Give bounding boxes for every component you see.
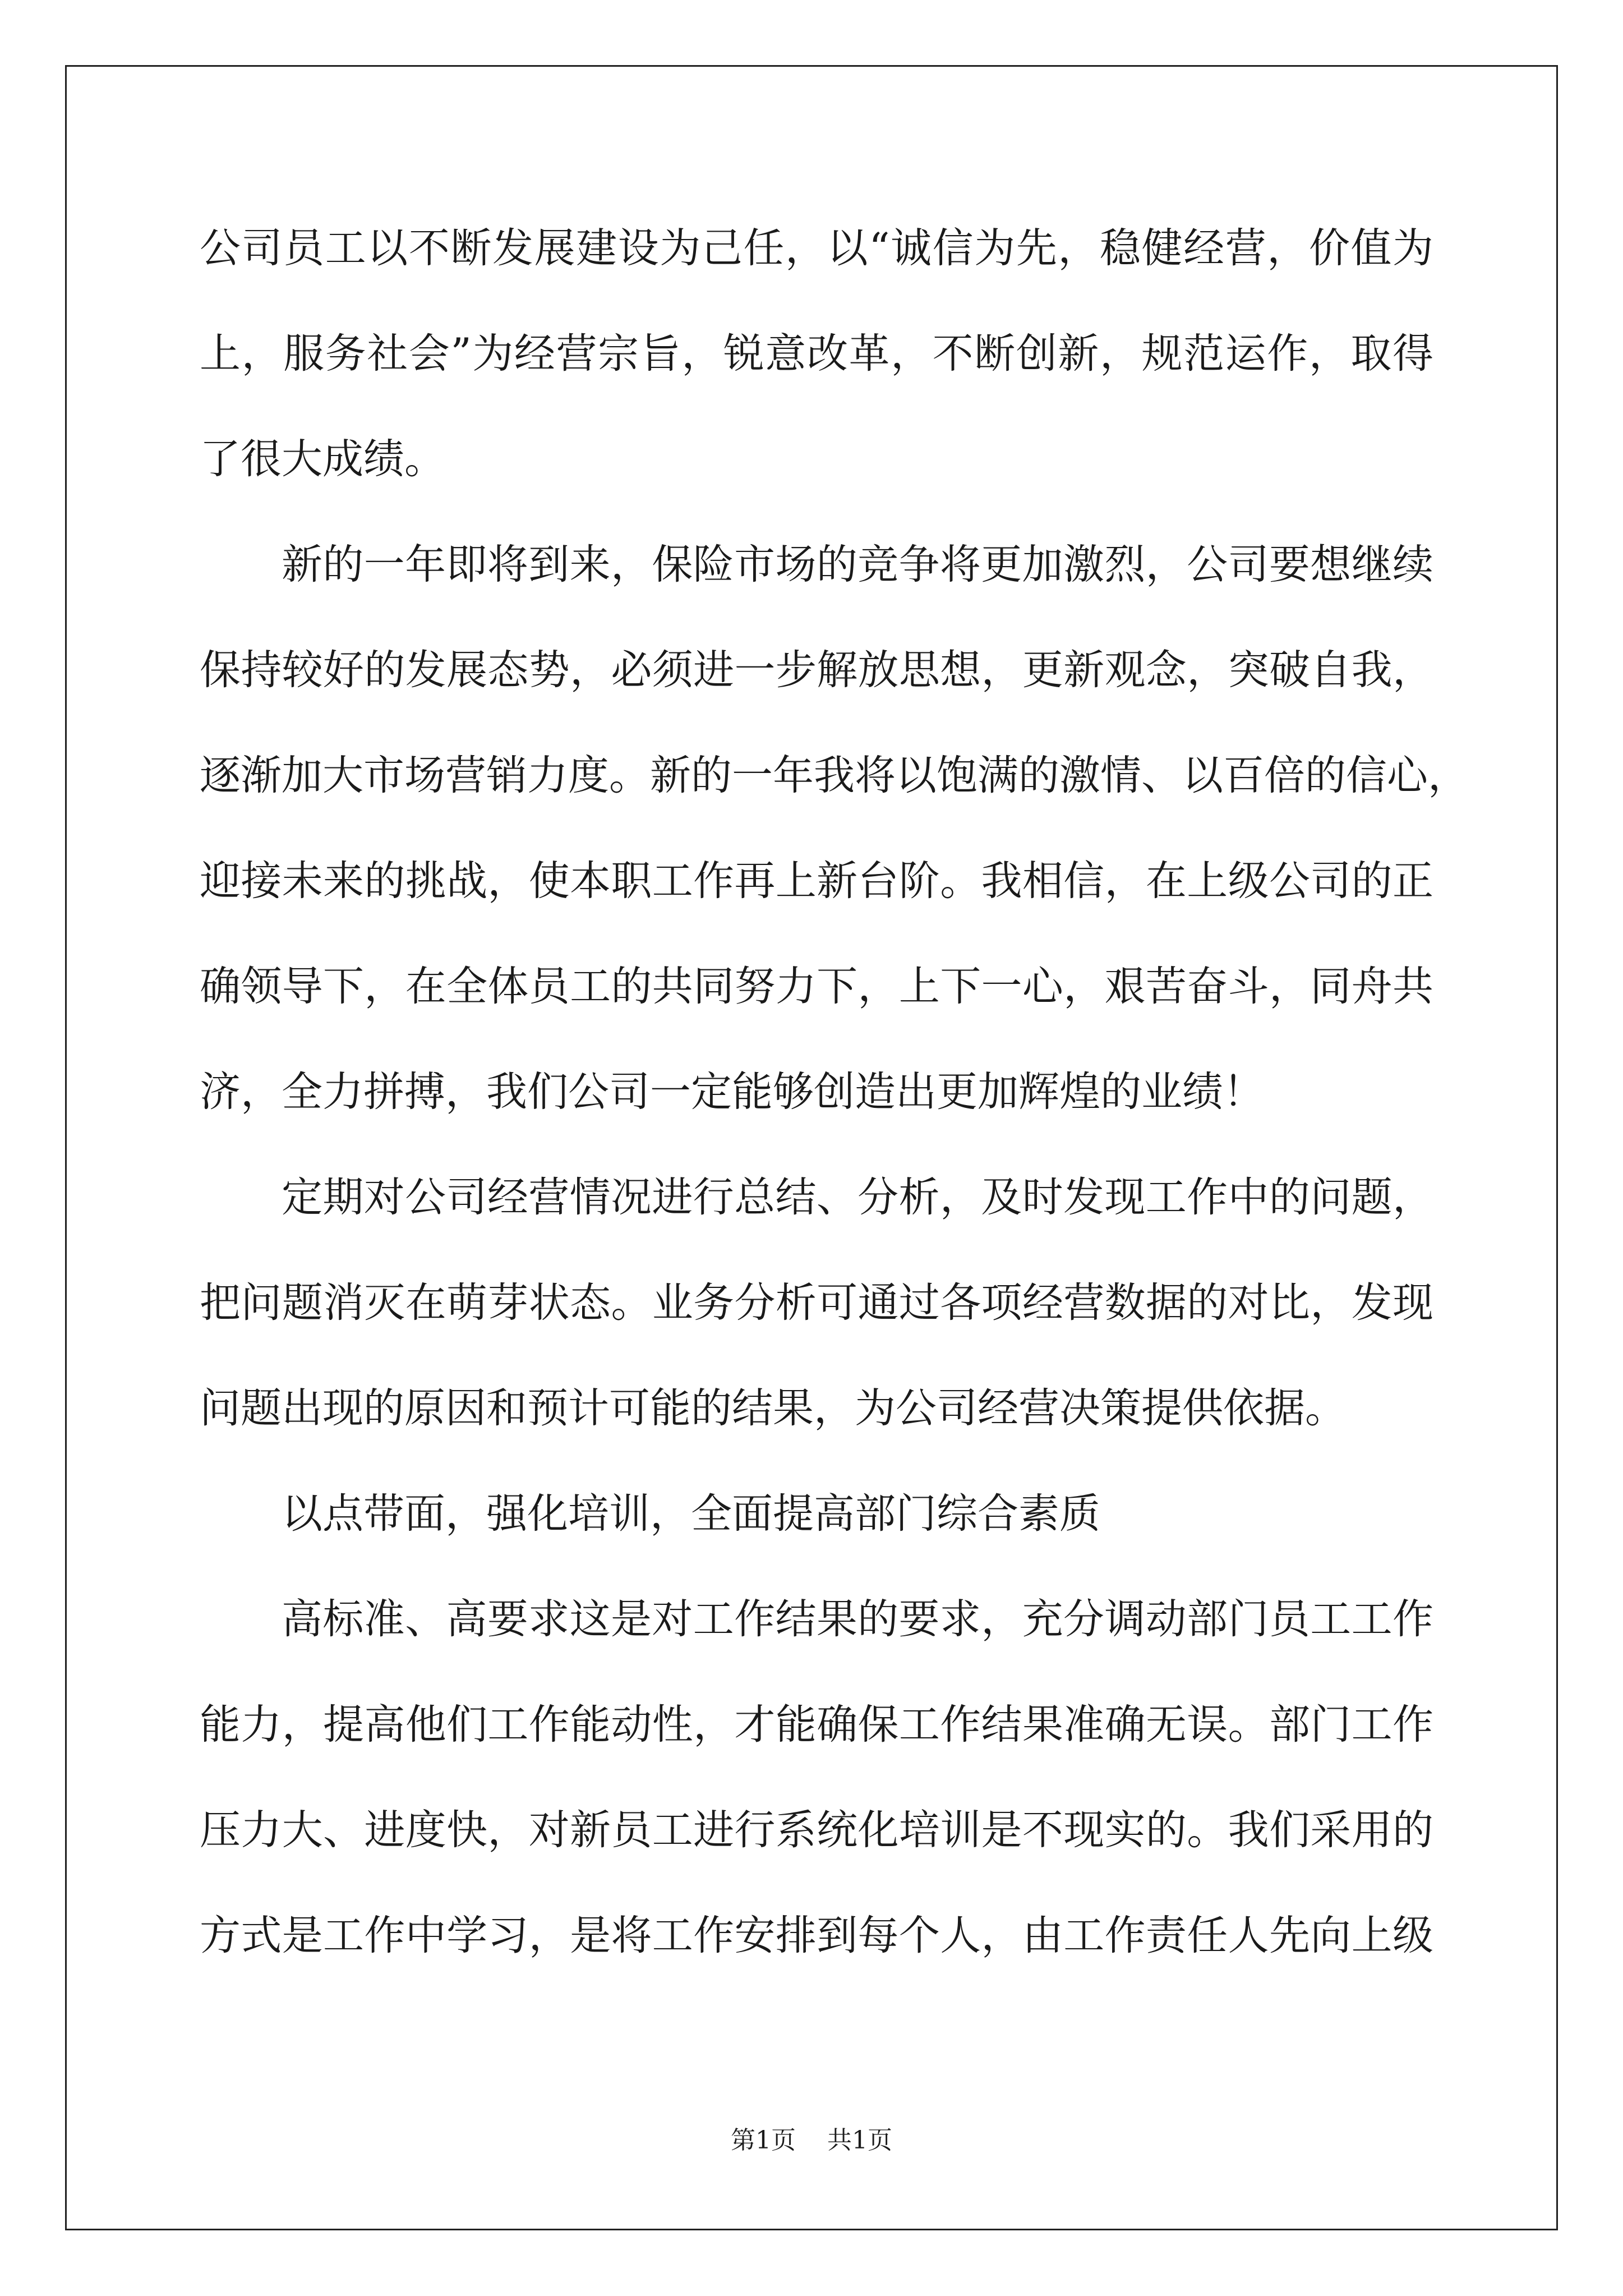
text-line: 保持较好的发展态势，必须进一步解放思想，更新观念，突破自我，	[200, 646, 1433, 694]
text-line: 问题出现的原因和预计可能的结果，为公司经营决策提供依据。	[200, 1384, 1346, 1432]
text-line: 方式是工作中学习，是将工作安排到每个人，由工作责任人先向上级	[200, 1912, 1433, 1959]
page-number: 第1页	[731, 2126, 796, 2155]
text-line: 把问题消灭在萌芽状态。业务分析可通过各项经营数据的对比，发现	[200, 1279, 1433, 1327]
text-line: 公司员工以不断发展建设为己任，以“诚信为先，稳健经营，价值为	[200, 224, 1433, 272]
text-line: 上，服务社会”为经营宗旨，锐意改革，不断创新，规范运作，取得	[200, 330, 1433, 378]
text-line: 能力，提高他们工作能动性，才能确保工作结果准确无误。部门工作	[200, 1701, 1433, 1749]
text-line: 压力大、进度快，对新员工进行系统化培训是不现实的。我们采用的	[200, 1806, 1433, 1854]
page-footer	[0, 2125, 1623, 2156]
section-heading: 以点带面，强化培训，全面提高部门综合素质	[282, 1490, 1100, 1538]
text-line: 新的一年即将到来，保险市场的竞争将更加激烈，公司要想继续	[282, 541, 1433, 588]
text-line: 济，全力拼搏，我们公司一定能够创造出更加辉煌的业绩！	[200, 1068, 1264, 1116]
text-line: 迎接未来的挑战，使本职工作再上新台阶。我相信，在上级公司的正	[200, 857, 1433, 905]
text-line: 逐渐加大市场营销力度。新的一年我将以饱满的激情、以百倍的信心，	[200, 752, 1469, 799]
text-line: 了很大成绩。	[200, 435, 445, 483]
page-total: 共1页	[827, 2126, 892, 2155]
text-line: 定期对公司经营情况进行总结、分析，及时发现工作中的问题，	[282, 1174, 1433, 1221]
text-line: 确领导下，在全体员工的共同努力下，上下一心，艰苦奋斗，同舟共	[200, 963, 1433, 1010]
text-line: 高标准、高要求这是对工作结果的要求，充分调动部门员工工作	[282, 1595, 1433, 1643]
